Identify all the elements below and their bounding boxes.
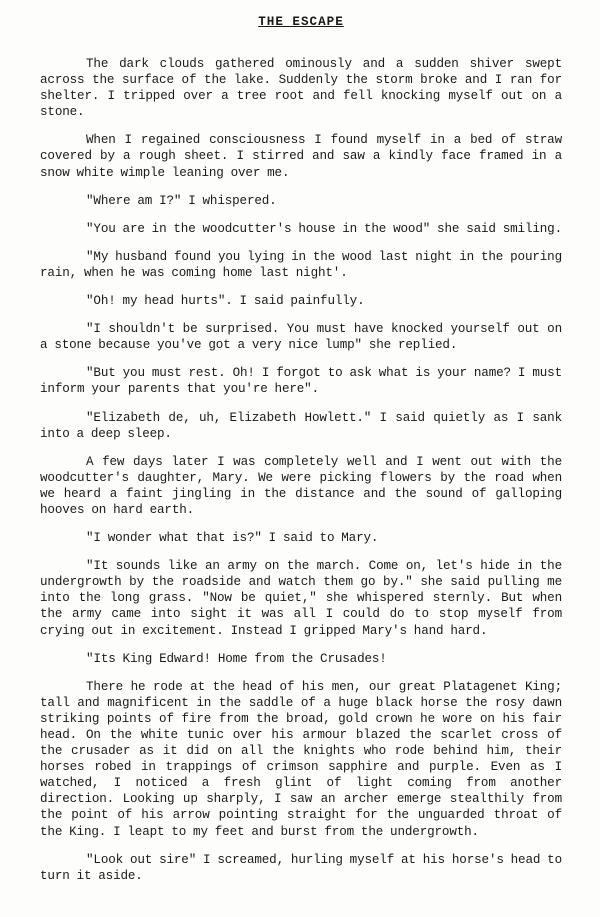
paragraph-14: There he rode at the head of his men, our great Platagenet King; tall and magnificent in the saddle of a huge black horse the rosy dawn striking points of fire from the broad, gold crown he wore on his fair head. On the white tunic over his armour blazed the scarlet cross of the crusader as it did on all the knights who rode behind him, their horses robed in trappings of crimson sapphire and purple. Even as I watched, I noticed a fresh glint of light coming from another direction. Looking up sharply, I saw an archer emerge stealthily from the point of his arrow pointing straight for the unguarded throat of the King. I leapt to my feet and burst from the undergrowth. xyxy=(40,679,562,839)
paragraph-7: "I shouldn't be surprised. You must have knocked yourself out on a stone because you've got a very nice lump" she replied. xyxy=(40,322,562,353)
paragraph-8: "But you must rest. Oh! I forgot to ask what is your name? I must inform your parents that you're here". xyxy=(40,366,562,397)
paragraph-11: "I wonder what that is?" I said to Mary. xyxy=(86,531,379,546)
paragraph-2: When I regained consciousness I found myself in a bed of straw covered by a rough sheet. I stirred and saw a kindly face framed in a snow white wimple leaning over me. xyxy=(40,133,562,180)
paragraph-5: "My husband found you lying in the wood last night in the pouring rain, when he was coming home last night'. xyxy=(40,249,562,280)
paragraph-4: "You are in the woodcutter's house in the wood" she said smiling. xyxy=(86,221,562,236)
paragraph-9: "Elizabeth de, uh, Elizabeth Howlett." I said quietly as I sank into a deep sleep. xyxy=(40,410,562,441)
paragraph-13: "Its King Edward! Home from the Crusades! xyxy=(86,651,387,666)
paragraph-12: "It sounds like an army on the march. Come on, let's hide in the undergrowth by the roadside and watch them go by." she said pulling me into the long grass. "Now be quiet," she whispered sternly. But when the army came into sight it was all I could do to stop myself from crying out in excitement. Instead I gripped Mary's hand hard. xyxy=(40,559,562,638)
paragraph-6: "Oh! my head hurts". I said painfully. xyxy=(86,294,365,309)
paragraph-1: The dark clouds gathered ominously and a sudden shiver swept across the surface of the lake. Suddenly the storm broke and I ran for shelter. I tripped over a tree root and fell knocking myself out on a stone. xyxy=(40,57,562,120)
paragraph-3: "Where am I?" I whispered. xyxy=(86,193,277,208)
paragraph-15: "Look out sire" I screamed, hurling myself at his horse's head to turn it aside. xyxy=(40,852,562,883)
story-title: THE ESCAPE xyxy=(258,15,344,29)
paragraph-10: A few days later I was completely well and I went out with the woodcutter's daughter, Mary. We were picking flowers by the road when we heard a faint jingling in the distance and the sound of galloping hooves on hard earth. xyxy=(40,454,562,517)
